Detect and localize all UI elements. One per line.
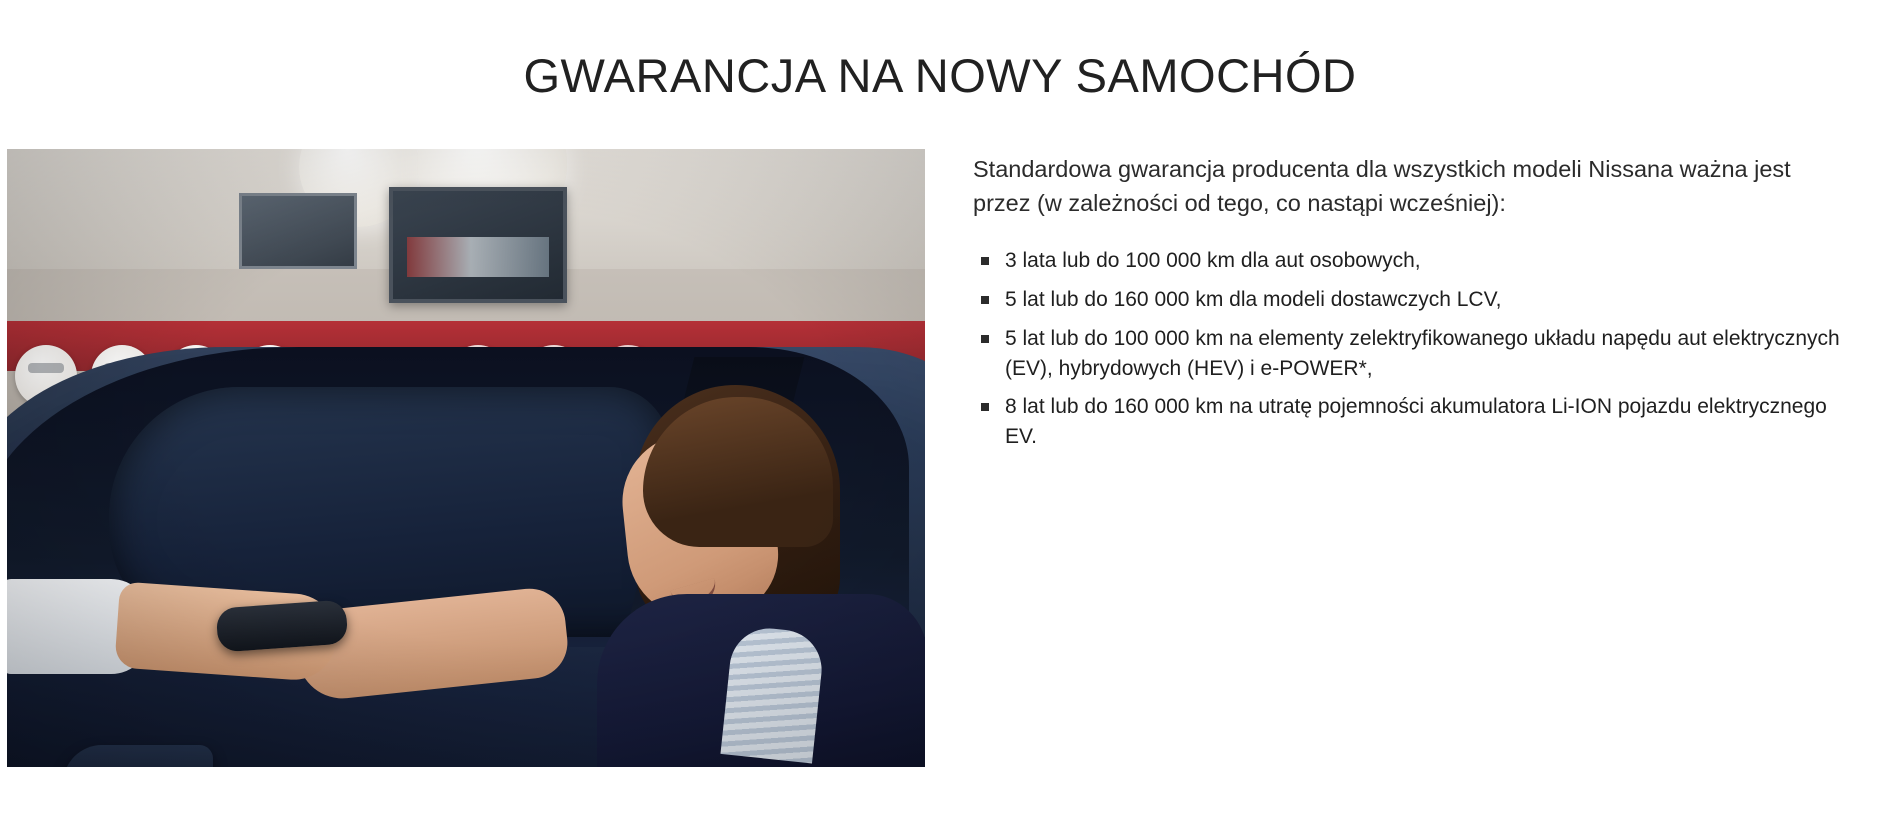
striped-shirt [720, 625, 825, 764]
woman-in-car [607, 379, 925, 767]
page-title: GWARANCJA NA NOWY SAMOCHÓD [523, 49, 1357, 102]
warranty-bullet-list [973, 246, 1840, 452]
hero-photo [7, 149, 925, 767]
image-column [0, 149, 925, 767]
intro-paragraph: Standardowa gwarancja producenta dla wszystkich modeli Nissana ważna jest przez (w zależności od tego, co nastąpi wcześniej): [973, 156, 1791, 216]
text-column [925, 149, 1880, 461]
list-item: 5 lat lub do 100 000 km na elementy zelektryfikowanego układu napędu aut elektrycznych (EV), hybrydowych (HEV) i e-POWER*, [973, 324, 1840, 384]
content-row [0, 149, 1880, 767]
display-monitor [389, 187, 567, 303]
display-monitor [239, 193, 357, 269]
car-side-mirror [63, 745, 213, 767]
list-item: 3 lata lub do 100 000 km dla aut osobowych, [973, 246, 1840, 276]
list-item: 8 lat lub do 160 000 km na utratę pojemności akumulatora Li-ION pojazdu elektrycznego EV. [973, 392, 1840, 452]
list-item: 5 lat lub do 160 000 km dla modeli dostawczych LCV, [973, 285, 1840, 315]
